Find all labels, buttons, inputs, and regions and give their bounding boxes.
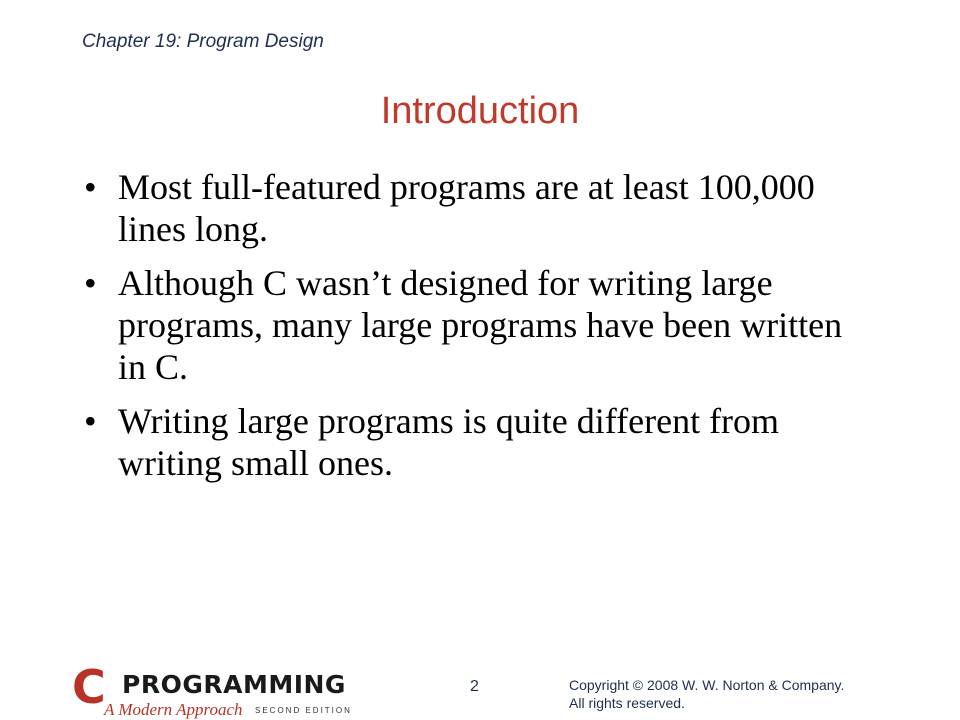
bullet-icon: • — [84, 167, 97, 207]
bullet-item — [84, 400, 874, 484]
bullet-text: Most full-featured programs are at least 100,000 lines long. — [118, 167, 815, 249]
logo-edition: SECOND EDITION — [255, 706, 352, 715]
bullet-icon: • — [84, 263, 97, 303]
bullet-text: Writing large programs is quite different from writing small ones. — [118, 401, 780, 483]
book-logo — [72, 660, 362, 719]
bullet-icon: • — [84, 401, 97, 441]
copyright-line: Copyright © 2008 W. W. Norton & Company. — [569, 677, 845, 693]
bullet-item — [84, 262, 874, 388]
logo-word: PROGRAMMING — [122, 670, 346, 699]
bullet-list — [84, 166, 874, 496]
logo-letter: C — [72, 660, 106, 714]
page-number: 2 — [470, 678, 479, 695]
slide-title: Introduction — [380, 90, 580, 132]
chapter-header: Chapter 19: Program Design — [82, 31, 324, 52]
logo-subtitle: A Modern Approach — [104, 700, 243, 719]
copyright-notice — [569, 676, 844, 712]
bullet-item — [84, 166, 874, 250]
copyright-line: All rights reserved. — [569, 695, 685, 711]
bullet-text: Although C wasn’t designed for writing large programs, many large programs have been written in C. — [118, 263, 843, 387]
